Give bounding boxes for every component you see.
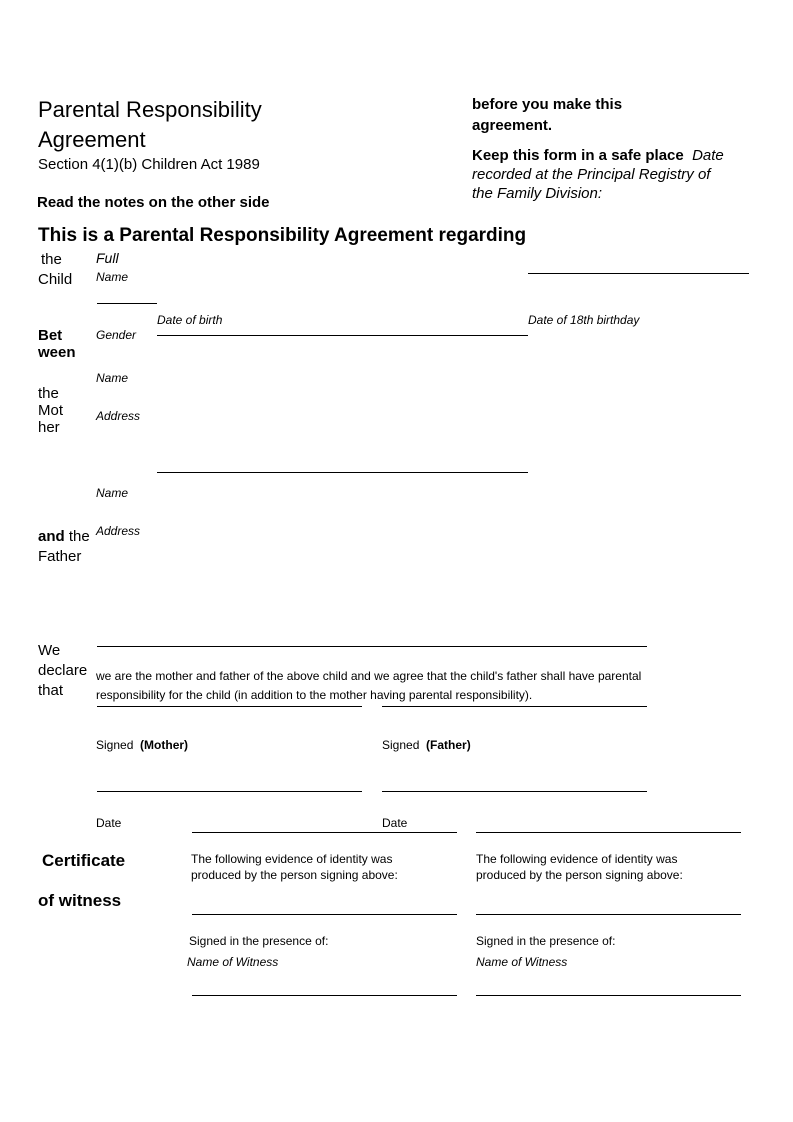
child-name-label: Name	[96, 270, 129, 284]
witness2-evidence-line2: produced by the person signing above:	[476, 868, 683, 882]
date-of-birth-line[interactable]	[157, 335, 528, 336]
child-name-underline[interactable]	[97, 303, 157, 304]
form-title-line2: Agreement	[38, 127, 146, 152]
mother-text: (Mother)	[140, 738, 189, 752]
witness1-evidence-line[interactable]	[192, 914, 457, 915]
declaration-text-line1: we are the mother and father of the above child and we agree that the child's father shall have parental	[96, 669, 642, 683]
father-address-line[interactable]	[97, 646, 647, 647]
keep-form-notice	[472, 146, 724, 165]
mother-label-the: the	[38, 385, 59, 402]
mother-address-label: Address	[96, 409, 141, 423]
declaration-text-line2: responsibility for the child (in addition to the mother having parental responsibility).	[96, 688, 533, 702]
mother-signature-line[interactable]	[97, 706, 362, 707]
gender-label: Gender	[96, 328, 137, 342]
certificate-label-2: of witness	[38, 891, 122, 910]
witness1-top-line[interactable]	[192, 832, 457, 833]
father-text: (Father)	[426, 738, 471, 752]
mother-label-mot: Mot	[38, 402, 64, 419]
father-signature-line[interactable]	[382, 706, 647, 707]
father-date-line[interactable]	[382, 791, 647, 792]
witness1-name-label: Name of Witness	[187, 955, 279, 969]
main-heading: This is a Parental Responsibility Agreement regarding	[38, 225, 527, 246]
mother-date-line[interactable]	[97, 791, 362, 792]
read-notes-text: Read the notes on the other side	[37, 194, 270, 211]
date-recorded-text: Date	[692, 147, 724, 164]
between-label-1: Bet	[38, 327, 63, 344]
mother-date-label: Date	[96, 816, 122, 830]
form-subtitle: Section 4(1)(b) Children Act 1989	[38, 156, 260, 173]
witness2-evidence-line[interactable]	[476, 914, 741, 915]
mother-address-line[interactable]	[157, 472, 528, 473]
father-label-father: Father	[38, 548, 82, 565]
child-full-label: Full	[96, 250, 119, 266]
father-name-label: Name	[96, 486, 129, 500]
declare-that: that	[38, 682, 64, 699]
witness1-name-line[interactable]	[192, 995, 457, 996]
father-label-and-the	[38, 528, 90, 545]
father-label-and: and	[38, 528, 65, 545]
declare-declare: declare	[38, 662, 88, 679]
signed-text: Signed	[382, 738, 420, 752]
signed-text: Signed	[96, 738, 134, 752]
father-label-the: the	[68, 528, 90, 545]
form-title-line1: Parental Responsibility	[38, 97, 262, 122]
notice-line1: before you make this	[472, 96, 623, 113]
declare-we: We	[38, 642, 61, 659]
witness1-signed-presence: Signed in the presence of:	[189, 934, 329, 948]
witness1-evidence-line1: The following evidence of identity was	[191, 852, 393, 866]
signed-mother-label	[96, 736, 188, 755]
certificate-label-1: Certificate	[42, 851, 126, 870]
between-label-2: ween	[38, 344, 76, 361]
keep-form-text: Keep this form in a safe place	[472, 147, 684, 164]
mother-name-label: Name	[96, 371, 129, 385]
witness2-name-label: Name of Witness	[476, 955, 568, 969]
father-address-label: Address	[96, 524, 141, 538]
mother-label-her: her	[38, 419, 60, 436]
child-name-line[interactable]	[528, 273, 749, 274]
notice-line2: agreement.	[472, 117, 553, 134]
father-date-label: Date	[382, 816, 408, 830]
date-recorded-line3: the Family Division:	[472, 185, 603, 202]
child-label-child: Child	[38, 271, 73, 288]
witness2-name-line[interactable]	[476, 995, 741, 996]
date-of-birth-label: Date of birth	[157, 313, 223, 327]
date-18th-label: Date of 18th birthday	[528, 313, 640, 327]
witness2-top-line[interactable]	[476, 832, 741, 833]
child-label-the: the	[41, 251, 62, 268]
signed-father-label	[382, 736, 471, 755]
witness2-evidence-line1: The following evidence of identity was	[476, 852, 678, 866]
date-recorded-line2: recorded at the Principal Registry of	[472, 166, 711, 183]
witness1-evidence-line2: produced by the person signing above:	[191, 868, 398, 882]
witness2-signed-presence: Signed in the presence of:	[476, 934, 616, 948]
